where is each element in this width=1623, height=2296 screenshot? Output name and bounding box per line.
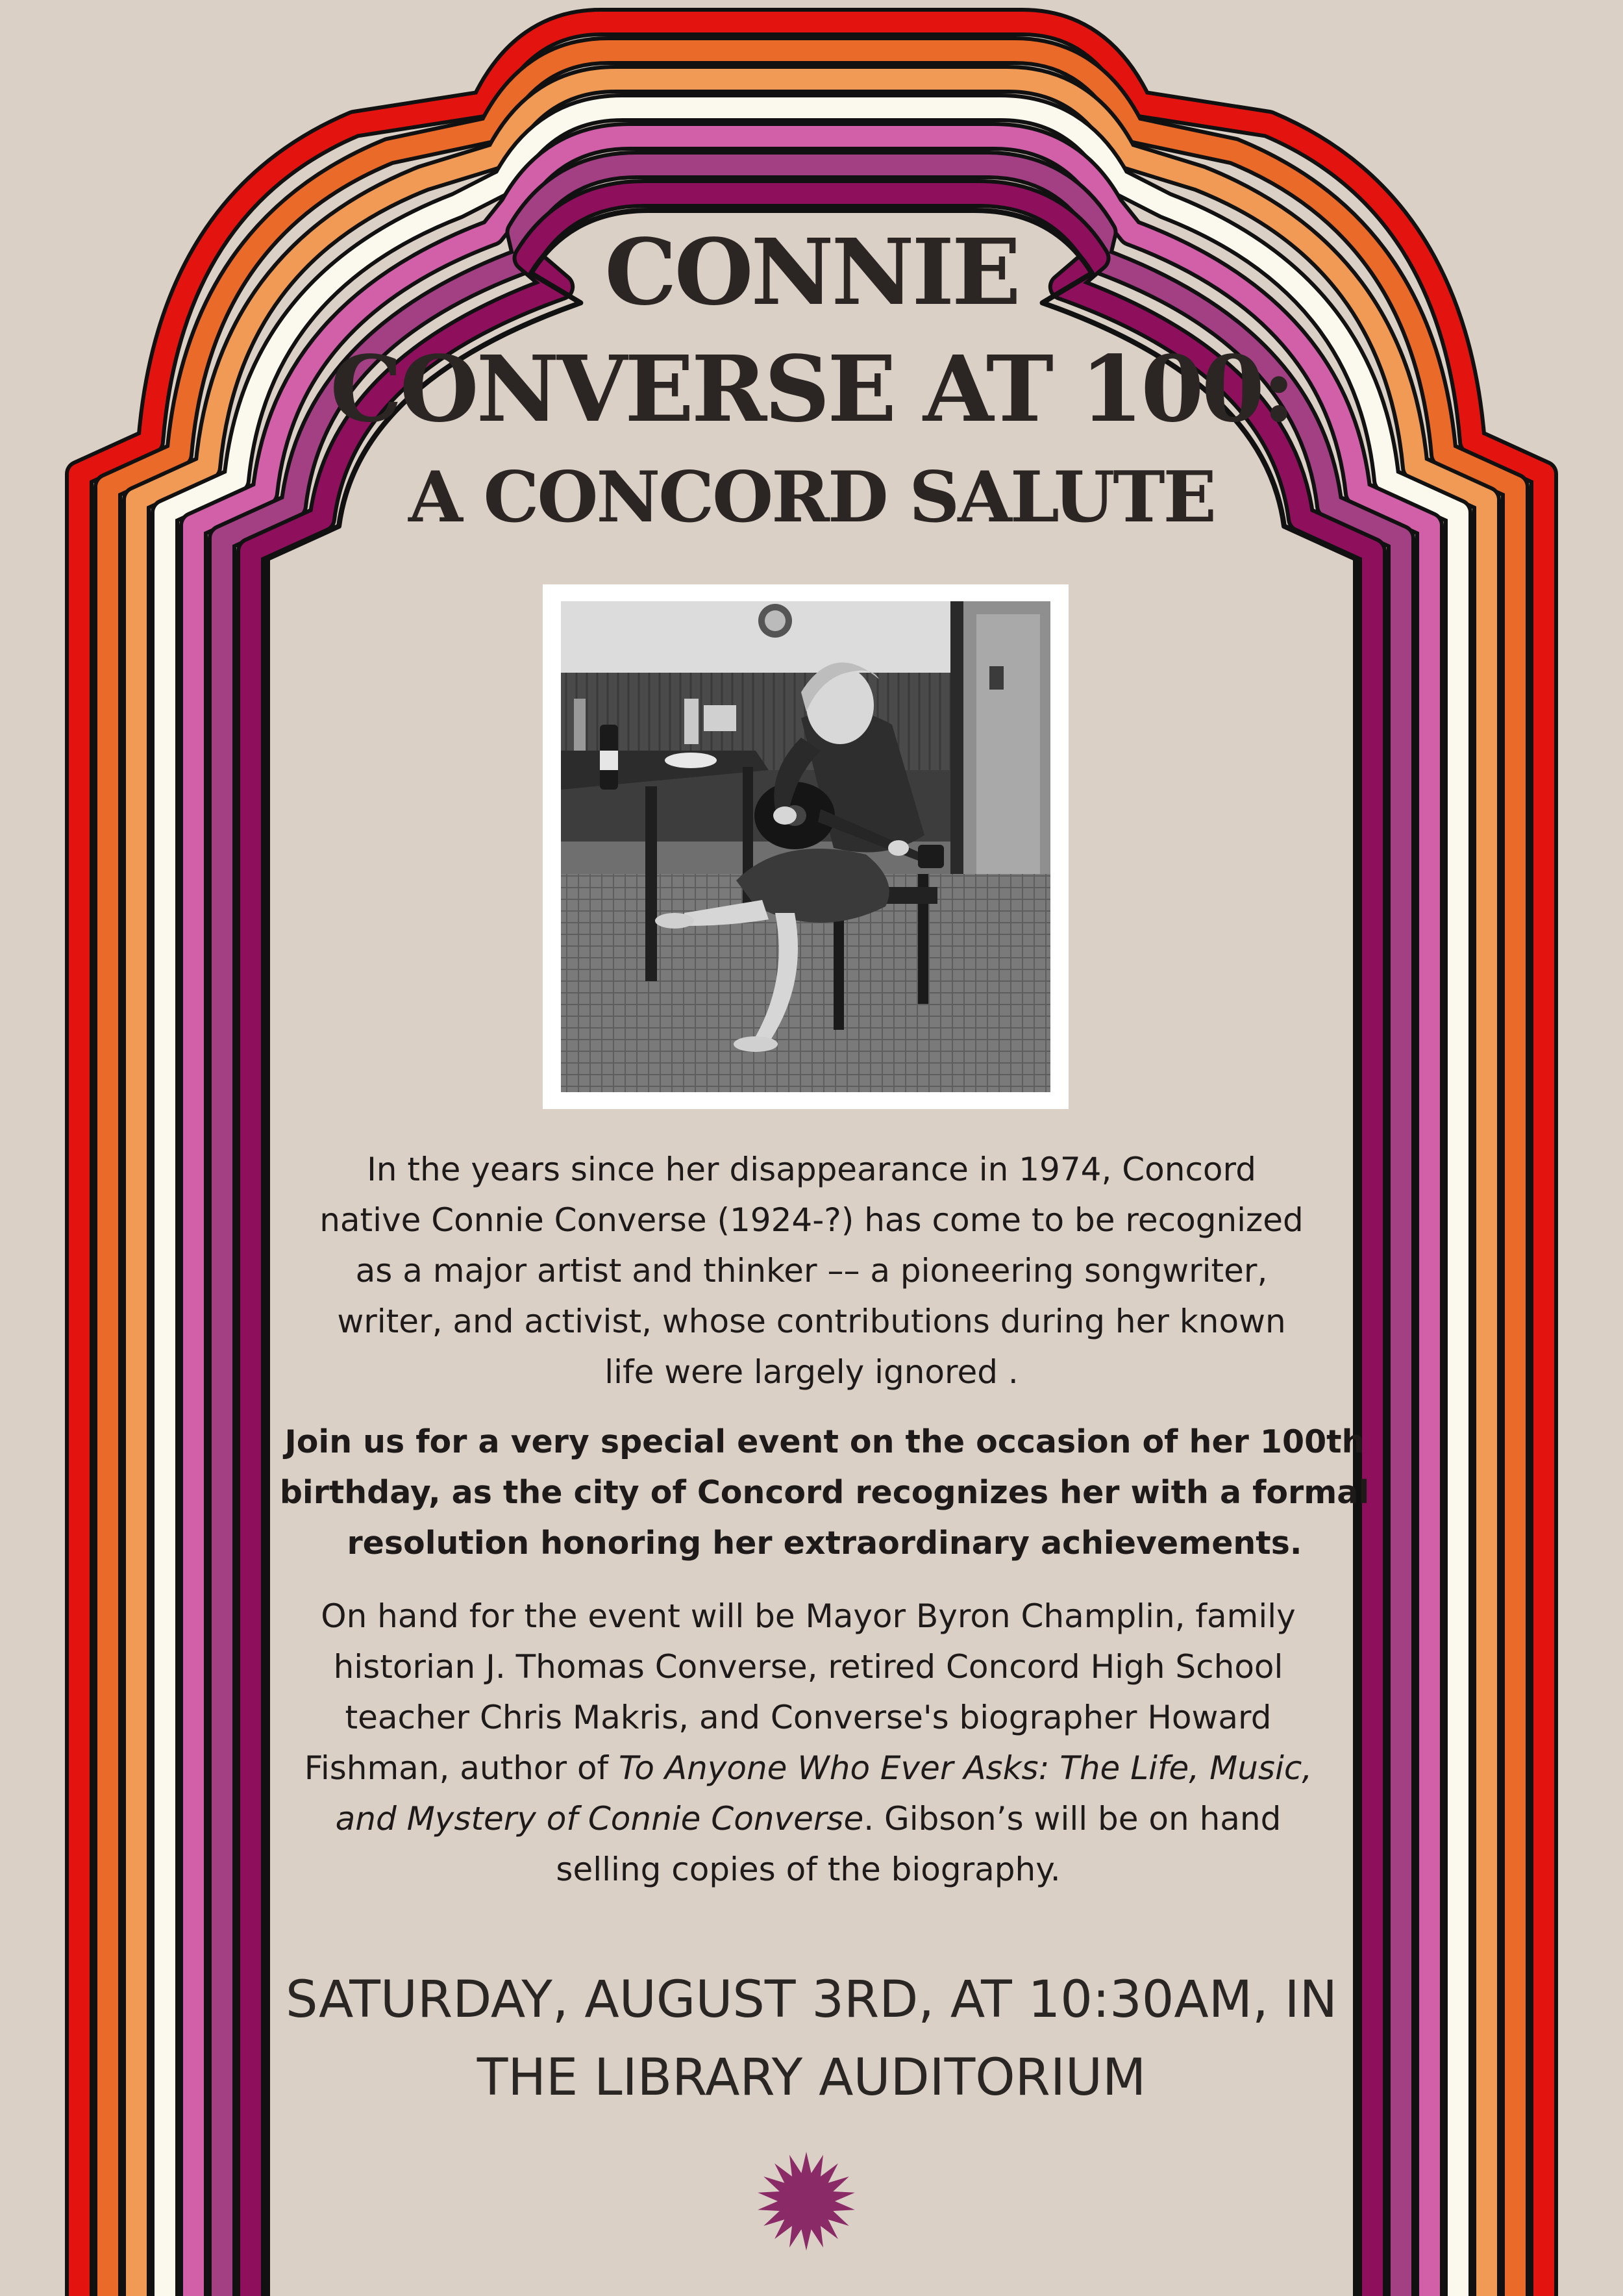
guests-line: On hand for the event will be Mayor Byron Champlin, family [321,1597,1296,1635]
guests-line: selling copies of the biography. [556,1851,1061,1888]
join-line: Join us for a very special event on the occasion of her 100th [284,1423,1365,1460]
intro-paragraph [260,1144,1363,1397]
intro-line: In the years since her disappearance in 1974, Concord [367,1151,1256,1188]
subtitle: A CONCORD SALUTE [408,456,1215,538]
connie-converse-photo [561,601,1050,1092]
photo-frame [543,584,1069,1109]
intro-line: writer, and activist, whose contributions during her known [337,1303,1286,1340]
event-date: SATURDAY, AUGUST 3RD, AT 10:30AM, IN [286,1971,1337,2029]
guests-line: teacher Chris Makris, and Converse's biographer Howard [345,1699,1272,1736]
guests-paragraph [253,1591,1363,1895]
guests-line: historian J. Thomas Converse, retired Concord High School [333,1648,1283,1686]
event-location: THE LIBRARY AUDITORIUM [477,2049,1146,2107]
starburst-icon [754,2149,858,2253]
guitar-player-photo-illustration [561,601,1050,1092]
intro-line: as a major artist and thinker –– a pioneering songwriter, [355,1252,1268,1290]
join-us-paragraph [273,1417,1376,1569]
guests-line: . Gibson’s will be on hand [863,1800,1282,1838]
book-title: To Anyone Who Ever Asks: The Life, Music, [619,1749,1313,1787]
book-title: and Mystery of Connie Converse [335,1800,864,1838]
intro-line: native Connie Converse (1924-?) has come to be recognized [319,1201,1304,1239]
event-date-location [227,1961,1396,2117]
join-line: resolution honoring her extraordinary achievements. [347,1525,1302,1562]
title-line-2: CONVERSE AT 100: [330,336,1293,443]
guests-line: Fishman, author of [304,1749,619,1787]
intro-line: life were largely ignored . [604,1353,1019,1391]
title-line-1: CONNIE [604,219,1019,326]
join-line: birthday, as the city of Concord recognizes her with a formal [279,1474,1370,1511]
